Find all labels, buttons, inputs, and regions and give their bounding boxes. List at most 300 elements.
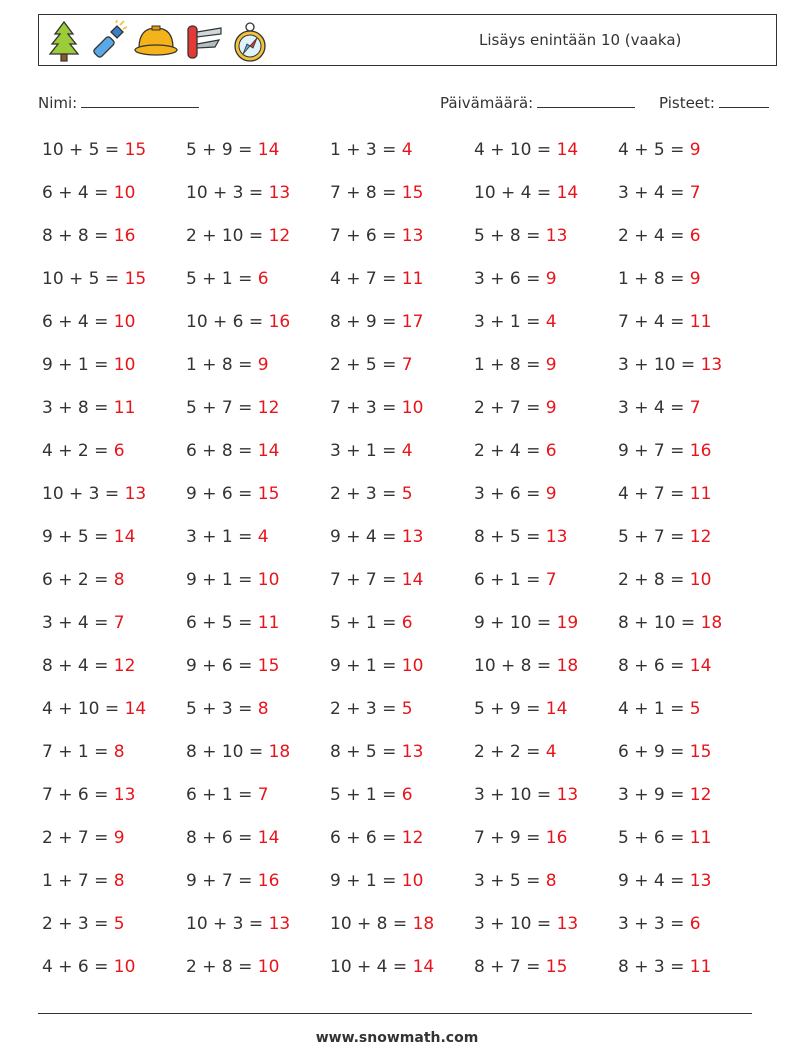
problem-row <box>42 570 762 600</box>
problem-expression: 10 + 4 = <box>330 957 413 977</box>
problem-expression: 2 + 2 = <box>474 742 546 762</box>
problem-cell <box>186 957 279 977</box>
problem-answer: 13 <box>401 742 424 762</box>
problem-answer: 7 <box>689 183 701 203</box>
problem-cell <box>42 914 125 934</box>
problem-expression: 1 + 7 = <box>42 871 114 891</box>
footer-divider <box>38 1013 752 1014</box>
problem-expression: 6 + 9 = <box>618 742 690 762</box>
problem-cell <box>186 699 269 719</box>
problem-answer: 14 <box>124 699 147 719</box>
problem-cell <box>42 656 135 676</box>
problem-cell <box>618 699 701 719</box>
problem-cell <box>42 183 135 203</box>
problem-row <box>42 312 762 342</box>
problem-expression: 8 + 10 = <box>618 613 701 633</box>
problem-answer: 13 <box>545 527 568 547</box>
problem-answer: 6 <box>257 269 269 289</box>
problem-answer: 8 <box>113 871 125 891</box>
problem-answer: 16 <box>689 441 712 461</box>
problem-cell <box>474 871 557 891</box>
problem-cell <box>330 312 423 332</box>
problem-answer: 15 <box>124 140 147 160</box>
problem-answer: 14 <box>257 441 280 461</box>
problem-expression: 10 + 5 = <box>42 269 125 289</box>
problem-expression: 5 + 8 = <box>474 226 546 246</box>
problem-cell <box>330 484 413 504</box>
footer-url: www.snowmath.com <box>315 1030 479 1046</box>
problem-expression: 9 + 7 = <box>186 871 258 891</box>
problem-answer: 18 <box>268 742 291 762</box>
problem-cell <box>186 484 279 504</box>
problem-expression: 2 + 3 = <box>330 484 402 504</box>
problem-cell <box>618 742 711 762</box>
problem-expression: 9 + 7 = <box>618 441 690 461</box>
problem-expression: 1 + 8 = <box>186 355 258 375</box>
problem-expression: 6 + 1 = <box>186 785 258 805</box>
problem-cell <box>186 613 279 633</box>
problem-row <box>42 484 762 514</box>
problem-row <box>42 269 762 299</box>
problem-answer: 10 <box>113 957 136 977</box>
problem-cell <box>42 355 135 375</box>
problem-answer: 8 <box>257 699 269 719</box>
problem-cell <box>330 957 434 977</box>
problem-answer: 7 <box>689 398 701 418</box>
problem-answer: 13 <box>401 527 424 547</box>
problem-answer: 18 <box>556 656 579 676</box>
flashlight-icon <box>87 20 127 62</box>
problem-cell <box>42 140 146 160</box>
problem-cell <box>330 441 413 461</box>
problem-expression: 7 + 4 = <box>618 312 690 332</box>
problem-cell <box>618 226 701 246</box>
problem-answer: 8 <box>113 742 125 762</box>
problem-expression: 5 + 7 = <box>186 398 258 418</box>
problem-answer: 8 <box>113 570 125 590</box>
problem-cell <box>618 269 701 289</box>
problem-answer: 13 <box>700 355 723 375</box>
problem-answer: 4 <box>545 312 557 332</box>
problem-cell <box>186 355 269 375</box>
problem-expression: 3 + 9 = <box>618 785 690 805</box>
name-label: Nimi: <box>38 94 78 112</box>
problem-expression: 3 + 3 = <box>618 914 690 934</box>
problem-answer: 9 <box>545 398 557 418</box>
problem-cell <box>618 398 701 418</box>
problem-expression: 2 + 4 = <box>474 441 546 461</box>
problem-answer: 11 <box>689 828 712 848</box>
problem-answer: 10 <box>401 398 424 418</box>
problem-expression: 10 + 3 = <box>42 484 125 504</box>
name-field <box>38 93 199 112</box>
problem-expression: 6 + 5 = <box>186 613 258 633</box>
problem-expression: 3 + 6 = <box>474 269 546 289</box>
problem-answer: 9 <box>545 269 557 289</box>
problem-expression: 8 + 8 = <box>42 226 114 246</box>
problem-answer: 16 <box>268 312 291 332</box>
problem-cell <box>42 785 135 805</box>
problem-cell <box>186 785 269 805</box>
problem-cell <box>42 828 125 848</box>
problem-answer: 14 <box>412 957 435 977</box>
problem-expression: 3 + 4 = <box>42 613 114 633</box>
problem-expression: 9 + 1 = <box>330 871 402 891</box>
problem-answer: 7 <box>545 570 557 590</box>
name-blank <box>81 93 199 108</box>
problem-answer: 16 <box>545 828 568 848</box>
problem-cell <box>42 871 125 891</box>
problem-expression: 7 + 1 = <box>42 742 114 762</box>
problem-cell <box>330 140 413 160</box>
problem-expression: 7 + 9 = <box>474 828 546 848</box>
problem-cell <box>474 613 578 633</box>
problem-row <box>42 441 762 471</box>
problem-answer: 15 <box>124 269 147 289</box>
problem-cell <box>186 527 269 547</box>
problem-answer: 6 <box>689 226 701 246</box>
problem-cell <box>474 914 578 934</box>
problem-expression: 7 + 6 = <box>42 785 114 805</box>
problem-cell <box>42 226 135 246</box>
problem-cell <box>474 355 557 375</box>
problem-cell <box>618 914 701 934</box>
problem-answer: 10 <box>257 570 280 590</box>
problem-expression: 9 + 6 = <box>186 656 258 676</box>
problem-answer: 12 <box>689 785 712 805</box>
problem-row <box>42 656 762 686</box>
problem-answer: 15 <box>257 656 280 676</box>
problem-expression: 3 + 1 = <box>330 441 402 461</box>
problem-expression: 3 + 4 = <box>618 398 690 418</box>
problem-answer: 13 <box>545 226 568 246</box>
icon-strip <box>47 19 269 63</box>
problem-expression: 5 + 9 = <box>474 699 546 719</box>
problem-expression: 8 + 4 = <box>42 656 114 676</box>
problem-cell <box>474 312 557 332</box>
problem-expression: 5 + 1 = <box>330 785 402 805</box>
problem-expression: 3 + 10 = <box>618 355 701 375</box>
problem-answer: 14 <box>556 183 579 203</box>
problem-expression: 4 + 6 = <box>42 957 114 977</box>
problem-cell <box>330 570 423 590</box>
problem-expression: 8 + 6 = <box>186 828 258 848</box>
problem-cell <box>474 484 557 504</box>
problem-cell <box>186 226 290 246</box>
problem-expression: 3 + 6 = <box>474 484 546 504</box>
problem-expression: 6 + 6 = <box>330 828 402 848</box>
problem-row <box>42 355 762 385</box>
problem-expression: 9 + 6 = <box>186 484 258 504</box>
problem-cell <box>618 183 701 203</box>
problem-cell <box>42 742 125 762</box>
problem-answer: 4 <box>401 441 413 461</box>
problem-cell <box>618 613 722 633</box>
problem-answer: 6 <box>401 785 413 805</box>
problem-expression: 5 + 3 = <box>186 699 258 719</box>
problem-expression: 10 + 3 = <box>186 183 269 203</box>
problem-cell <box>42 699 146 719</box>
problem-cell <box>330 613 413 633</box>
problem-cell <box>42 312 135 332</box>
problem-answer: 11 <box>689 484 712 504</box>
problem-answer: 14 <box>113 527 136 547</box>
problem-expression: 8 + 10 = <box>186 742 269 762</box>
problem-cell <box>186 742 290 762</box>
problem-expression: 6 + 2 = <box>42 570 114 590</box>
problem-answer: 11 <box>689 312 712 332</box>
problem-answer: 8 <box>545 871 557 891</box>
problem-answer: 18 <box>412 914 435 934</box>
problem-cell <box>186 656 279 676</box>
problem-expression: 2 + 4 = <box>618 226 690 246</box>
problem-cell <box>618 355 722 375</box>
problem-row <box>42 785 762 815</box>
problem-row <box>42 699 762 729</box>
problem-expression: 8 + 5 = <box>474 527 546 547</box>
problem-row <box>42 742 762 772</box>
problem-row <box>42 527 762 557</box>
problem-expression: 3 + 5 = <box>474 871 546 891</box>
problem-answer: 12 <box>689 527 712 547</box>
problem-expression: 4 + 10 = <box>42 699 125 719</box>
problem-cell <box>330 398 423 418</box>
problem-answer: 14 <box>545 699 568 719</box>
problem-answer: 15 <box>257 484 280 504</box>
problem-cell <box>186 269 269 289</box>
problem-expression: 10 + 6 = <box>186 312 269 332</box>
problem-answer: 13 <box>556 785 579 805</box>
problem-cell <box>186 914 290 934</box>
problem-expression: 2 + 5 = <box>330 355 402 375</box>
problem-answer: 10 <box>689 570 712 590</box>
problem-cell <box>618 570 711 590</box>
problem-cell <box>474 398 557 418</box>
problem-expression: 10 + 3 = <box>186 914 269 934</box>
problem-answer: 10 <box>113 183 136 203</box>
problem-expression: 3 + 10 = <box>474 785 557 805</box>
problem-expression: 3 + 8 = <box>42 398 114 418</box>
problem-answer: 18 <box>700 613 723 633</box>
problem-answer: 13 <box>401 226 424 246</box>
score-field <box>659 93 769 112</box>
problem-expression: 10 + 5 = <box>42 140 125 160</box>
problem-answer: 12 <box>257 398 280 418</box>
score-blank <box>719 93 769 108</box>
problem-cell <box>42 269 146 289</box>
problem-expression: 2 + 3 = <box>330 699 402 719</box>
problem-expression: 10 + 8 = <box>474 656 557 676</box>
date-blank <box>537 93 635 108</box>
problem-cell <box>618 527 711 547</box>
problem-cell <box>618 656 711 676</box>
problem-answer: 9 <box>689 269 701 289</box>
problem-expression: 2 + 3 = <box>42 914 114 934</box>
problem-cell <box>474 656 578 676</box>
problem-cell <box>42 398 135 418</box>
problem-cell <box>186 871 279 891</box>
problem-row <box>42 957 762 987</box>
problem-cell <box>618 785 711 805</box>
problem-cell <box>330 226 423 246</box>
problem-cell <box>186 312 290 332</box>
problem-cell <box>42 570 125 590</box>
problem-answer: 7 <box>113 613 125 633</box>
problem-answer: 10 <box>401 656 424 676</box>
problem-cell <box>618 140 701 160</box>
problem-expression: 9 + 5 = <box>42 527 114 547</box>
problem-answer: 12 <box>113 656 136 676</box>
problem-cell <box>474 742 557 762</box>
problem-answer: 10 <box>113 355 136 375</box>
problem-expression: 7 + 3 = <box>330 398 402 418</box>
problem-answer: 13 <box>268 914 291 934</box>
problem-answer: 5 <box>401 699 413 719</box>
problem-row <box>42 613 762 643</box>
problem-answer: 10 <box>257 957 280 977</box>
date-field <box>440 93 635 112</box>
problem-answer: 15 <box>545 957 568 977</box>
problem-cell <box>42 957 135 977</box>
problem-answer: 7 <box>257 785 269 805</box>
problem-answer: 10 <box>401 871 424 891</box>
problem-answer: 12 <box>401 828 424 848</box>
problem-cell <box>474 183 578 203</box>
problem-expression: 5 + 6 = <box>618 828 690 848</box>
problem-answer: 6 <box>689 914 701 934</box>
problem-expression: 2 + 7 = <box>474 398 546 418</box>
problem-answer: 12 <box>268 226 291 246</box>
problem-answer: 16 <box>257 871 280 891</box>
problem-answer: 9 <box>257 355 269 375</box>
problem-expression: 7 + 6 = <box>330 226 402 246</box>
header-box <box>38 14 777 66</box>
problem-answer: 9 <box>113 828 125 848</box>
problem-cell <box>330 871 423 891</box>
problem-cell <box>618 312 711 332</box>
score-label: Pisteet: <box>659 94 715 112</box>
problem-answer: 19 <box>556 613 579 633</box>
problem-answer: 5 <box>401 484 413 504</box>
problem-answer: 4 <box>257 527 269 547</box>
problem-cell <box>330 699 413 719</box>
problem-cell <box>474 269 557 289</box>
problem-expression: 3 + 1 = <box>186 527 258 547</box>
problem-expression: 5 + 1 = <box>330 613 402 633</box>
problem-expression: 9 + 4 = <box>330 527 402 547</box>
problem-expression: 6 + 8 = <box>186 441 258 461</box>
problem-expression: 3 + 1 = <box>474 312 546 332</box>
problem-answer: 13 <box>689 871 712 891</box>
problem-cell <box>330 183 423 203</box>
problem-expression: 5 + 9 = <box>186 140 258 160</box>
problem-expression: 7 + 7 = <box>330 570 402 590</box>
problem-cell <box>330 785 413 805</box>
problem-cell <box>186 441 279 461</box>
problem-answer: 13 <box>268 183 291 203</box>
problem-answer: 11 <box>113 398 136 418</box>
problem-answer: 9 <box>689 140 701 160</box>
problem-cell <box>474 570 557 590</box>
helmet-icon <box>133 20 179 62</box>
problem-cell <box>474 699 567 719</box>
problem-expression: 3 + 10 = <box>474 914 557 934</box>
problem-cell <box>330 269 423 289</box>
problem-expression: 9 + 10 = <box>474 613 557 633</box>
problem-expression: 6 + 4 = <box>42 183 114 203</box>
problem-cell <box>330 742 423 762</box>
problem-expression: 8 + 7 = <box>474 957 546 977</box>
problem-answer: 7 <box>401 355 413 375</box>
problem-row <box>42 140 762 170</box>
problem-expression: 2 + 10 = <box>186 226 269 246</box>
problem-row <box>42 226 762 256</box>
problem-answer: 6 <box>401 613 413 633</box>
problem-cell <box>618 441 711 461</box>
problem-expression: 8 + 3 = <box>618 957 690 977</box>
problem-expression: 3 + 4 = <box>618 183 690 203</box>
problem-cell <box>618 871 711 891</box>
problem-expression: 9 + 1 = <box>330 656 402 676</box>
problem-expression: 4 + 7 = <box>330 269 402 289</box>
problem-cell <box>330 914 434 934</box>
problem-answer: 13 <box>556 914 579 934</box>
problem-expression: 6 + 1 = <box>474 570 546 590</box>
problem-expression: 4 + 10 = <box>474 140 557 160</box>
problem-answer: 14 <box>689 656 712 676</box>
problem-answer: 4 <box>401 140 413 160</box>
problem-answer: 4 <box>545 742 557 762</box>
problem-expression: 8 + 9 = <box>330 312 402 332</box>
problem-cell <box>474 957 567 977</box>
problem-row <box>42 828 762 858</box>
problem-answer: 9 <box>545 355 557 375</box>
problem-cell <box>330 656 423 676</box>
problem-row <box>42 183 762 213</box>
problem-answer: 10 <box>113 312 136 332</box>
problem-answer: 11 <box>257 613 280 633</box>
problem-answer: 5 <box>689 699 701 719</box>
problem-cell <box>618 957 711 977</box>
problem-expression: 10 + 8 = <box>330 914 413 934</box>
problem-expression: 2 + 8 = <box>186 957 258 977</box>
problem-row <box>42 914 762 944</box>
problem-cell <box>42 613 125 633</box>
problem-cell <box>186 828 279 848</box>
problem-answer: 14 <box>556 140 579 160</box>
problem-cell <box>474 527 567 547</box>
problem-expression: 10 + 4 = <box>474 183 557 203</box>
problem-expression: 7 + 8 = <box>330 183 402 203</box>
problem-expression: 4 + 2 = <box>42 441 114 461</box>
problem-cell <box>474 226 567 246</box>
problem-cell <box>474 828 567 848</box>
problem-expression: 1 + 8 = <box>474 355 546 375</box>
problem-answer: 13 <box>124 484 147 504</box>
compass-icon <box>231 19 269 63</box>
problem-cell <box>186 183 290 203</box>
problem-expression: 2 + 7 = <box>42 828 114 848</box>
problem-expression: 9 + 4 = <box>618 871 690 891</box>
problem-expression: 1 + 8 = <box>618 269 690 289</box>
problem-answer: 5 <box>113 914 125 934</box>
problem-cell <box>186 398 279 418</box>
problem-expression: 6 + 4 = <box>42 312 114 332</box>
problem-expression: 8 + 5 = <box>330 742 402 762</box>
problem-expression: 8 + 6 = <box>618 656 690 676</box>
problem-cell <box>186 140 279 160</box>
problem-cell <box>618 828 711 848</box>
